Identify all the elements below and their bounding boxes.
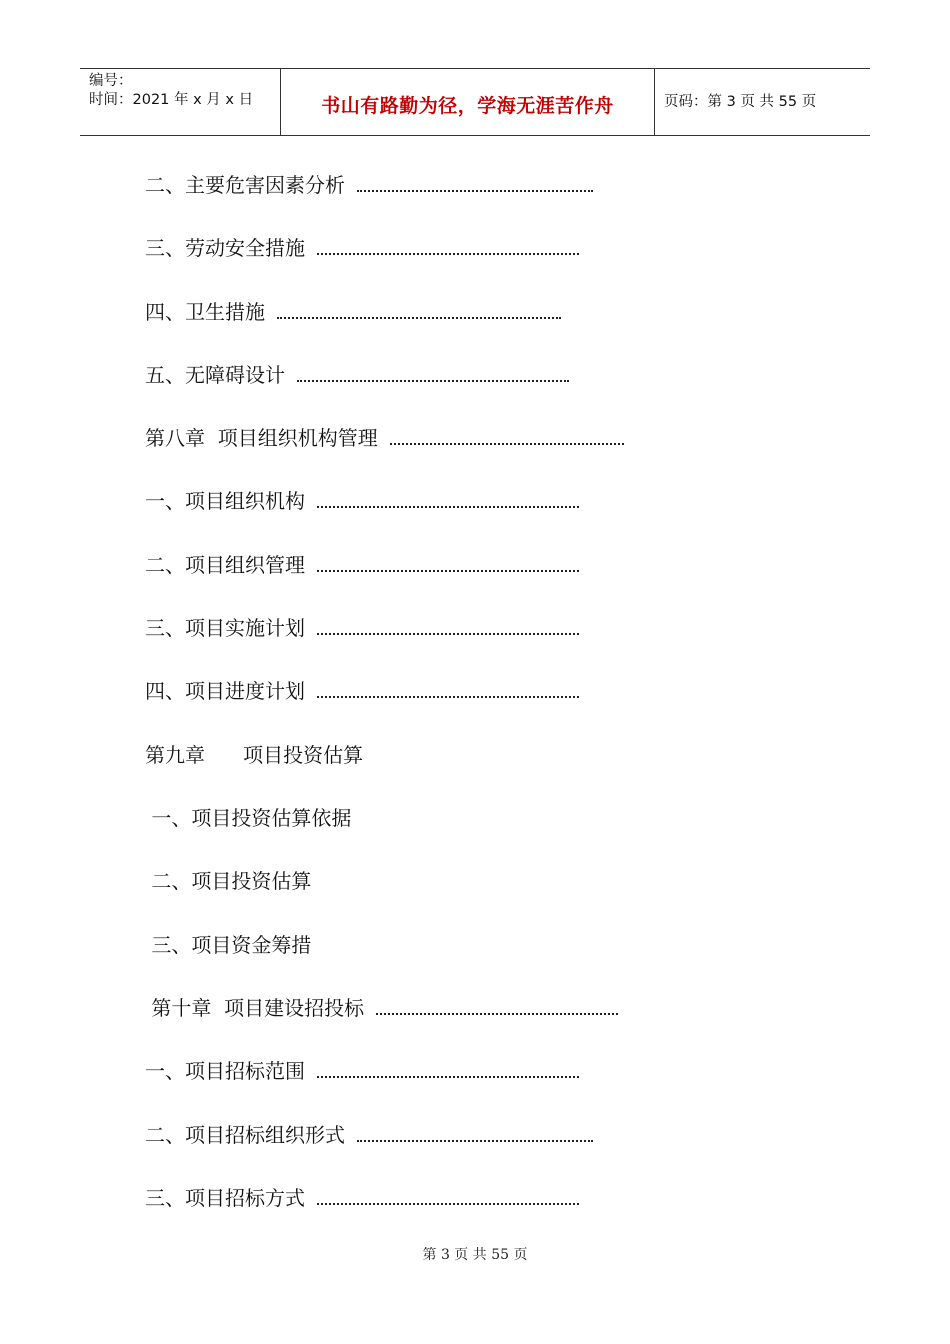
toc-entry <box>145 1120 593 1150</box>
toc-entry-title: 三、项目招标方式 <box>145 1186 305 1210</box>
toc-entry <box>145 1056 579 1086</box>
toc-entry <box>145 170 593 200</box>
toc-entry <box>145 423 624 453</box>
toc-entry <box>145 233 579 263</box>
header-time-label: 时间：2021 年 x 月 x 日 <box>89 92 254 108</box>
toc-dot-leader <box>357 1122 593 1142</box>
toc-entry-title: 第十章 项目建设招投标 <box>145 996 365 1020</box>
toc-entry <box>145 930 311 960</box>
toc-entry-title: 第九章 项目投资估算 <box>145 743 364 767</box>
toc-entry <box>145 297 561 327</box>
toc-entry <box>145 866 311 896</box>
toc-entry <box>145 740 363 770</box>
toc-entry <box>145 360 569 390</box>
header-motto: 书山有路勤为径，学海无涯苦作舟 <box>321 94 614 117</box>
toc-entry-title: 二、项目投资估算 <box>145 869 312 893</box>
toc-entry <box>145 486 579 516</box>
toc-dot-leader <box>317 615 579 635</box>
toc-entry-title: 三、项目实施计划 <box>145 616 305 640</box>
toc-entry-title: 三、劳动安全措施 <box>145 236 305 260</box>
toc-entry <box>145 550 579 580</box>
toc-entry <box>145 613 579 643</box>
toc-entry <box>145 993 618 1023</box>
toc-entry-title: 一、项目组织机构 <box>145 489 305 513</box>
toc-dot-leader <box>317 678 579 698</box>
toc-entry-title: 一、项目投资估算依据 <box>145 806 352 830</box>
toc-entry <box>145 676 579 706</box>
toc-entry-title: 二、主要危害因素分析 <box>145 173 345 197</box>
header-number-label: 编号： <box>89 73 133 89</box>
toc-entry-title: 一、项目招标范围 <box>145 1059 305 1083</box>
toc-entry-title: 三、项目资金筹措 <box>145 933 312 957</box>
toc-dot-leader <box>297 362 569 382</box>
toc-dot-leader <box>317 1185 579 1205</box>
toc-entry <box>145 803 351 833</box>
toc-entry-title: 五、无障碍设计 <box>145 363 285 387</box>
toc-dot-leader <box>357 172 593 192</box>
toc-dot-leader <box>376 995 618 1015</box>
header-page-label: 页码：第 3 页 共 55 页 <box>664 93 817 110</box>
toc-entry-title: 四、卫生措施 <box>145 300 265 324</box>
toc-dot-leader <box>317 552 579 572</box>
toc-dot-leader <box>390 425 624 445</box>
toc-dot-leader <box>317 488 579 508</box>
toc-entry-title: 二、项目组织管理 <box>145 553 305 577</box>
toc-dot-leader <box>317 1058 579 1078</box>
toc-entry-title: 四、项目进度计划 <box>145 679 305 703</box>
toc-dot-leader <box>317 235 579 255</box>
page-footer: 第 3 页 共 55 页 <box>422 1247 528 1263</box>
toc-entry-title: 第八章 项目组织机构管理 <box>145 426 378 450</box>
toc-dot-leader <box>277 299 561 319</box>
toc-entry-title: 二、项目招标组织形式 <box>145 1123 345 1147</box>
toc-entry <box>145 1183 579 1213</box>
